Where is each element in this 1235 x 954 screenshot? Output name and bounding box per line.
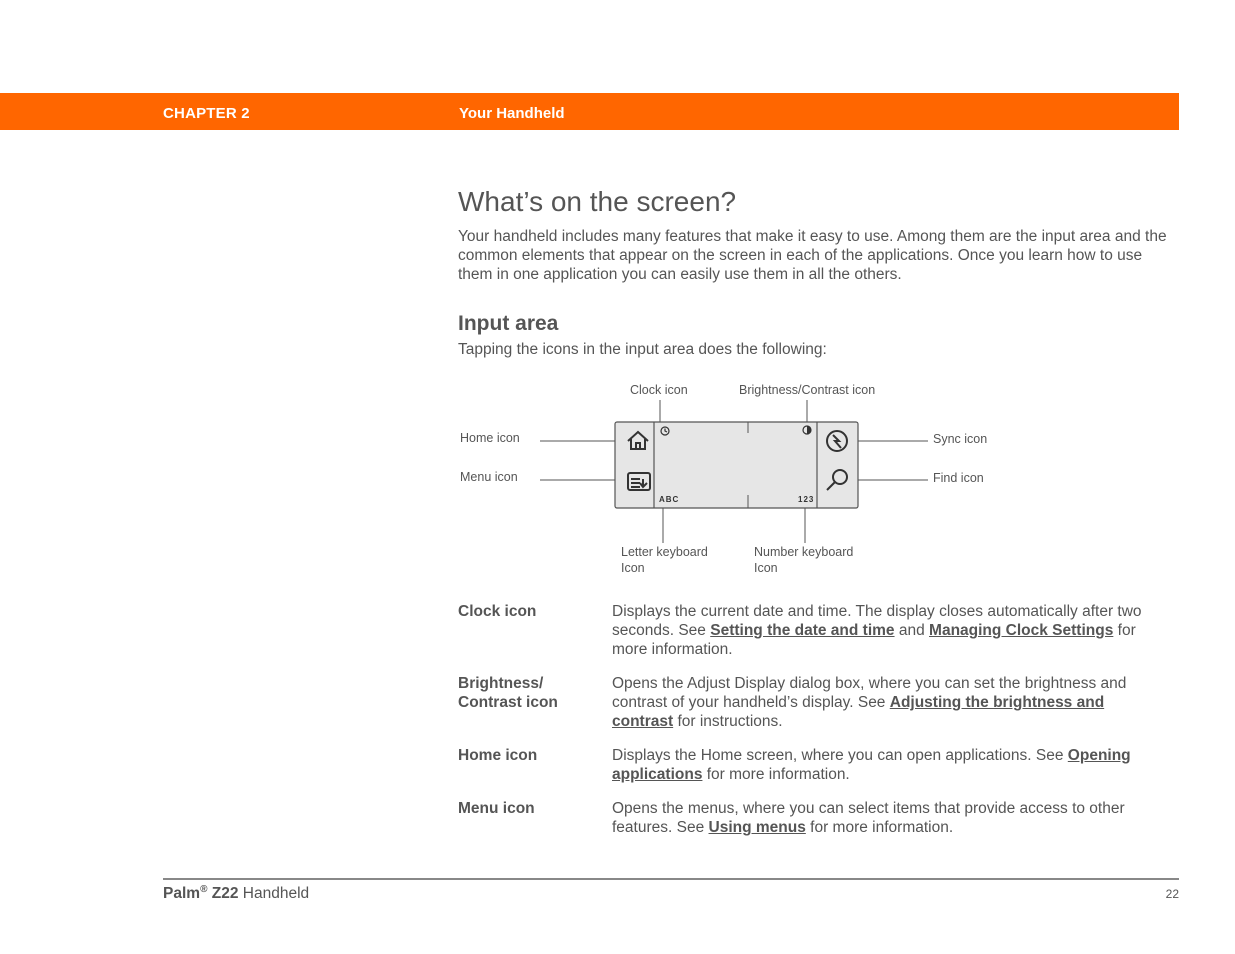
link-managing-clock-settings[interactable]: Managing Clock Settings bbox=[929, 622, 1114, 639]
link-opening-applications[interactable]: Opening applications bbox=[612, 747, 1131, 783]
definition-term: Home icon bbox=[458, 747, 538, 764]
number-keyboard-callout-label: Number keyboard bbox=[754, 545, 854, 559]
home-callout-label: Home icon bbox=[460, 431, 520, 445]
find-callout-label: Find icon bbox=[933, 471, 984, 485]
definition-desc: Opens the Adjust Display dialog box, where you can set the brightness and contrast of your handheld’s display. See Adjusting the brightness and contrast for instructions. bbox=[612, 675, 1127, 730]
input-area-heading: Input area bbox=[458, 312, 559, 335]
number-keyboard-icon: 123 bbox=[798, 495, 815, 504]
page-number: 22 bbox=[1165, 887, 1179, 901]
definition-term: Brightness/ Contrast icon bbox=[458, 675, 558, 711]
menu-callout-label: Menu icon bbox=[460, 470, 518, 484]
footer-product: Palm® Z22 Handheld bbox=[163, 884, 310, 903]
input-area-diagram bbox=[440, 375, 1010, 585]
link-setting-date-time[interactable]: Setting the date and time bbox=[710, 622, 895, 639]
definition-desc: Opens the menus, where you can select items that provide access to other features. See Using menus for more information. bbox=[612, 800, 1125, 836]
letter-keyboard-icon: ABC bbox=[659, 495, 680, 504]
input-area-panel bbox=[615, 422, 858, 508]
definition-desc: Displays the current date and time. The display closes automatically after two seconds. See Setting the date and time and Managing Clock Settings for more information. bbox=[612, 603, 1142, 658]
brightness-callout-label: Brightness/Contrast icon bbox=[739, 383, 876, 397]
chapter-header-bar bbox=[0, 93, 1179, 130]
clock-callout-label: Clock icon bbox=[630, 383, 688, 397]
letter-keyboard-callout-label: Letter keyboard bbox=[621, 545, 708, 559]
definition-desc: Displays the Home screen, where you can open applications. See Opening applications for more information. bbox=[612, 747, 1131, 783]
chapter-label: CHAPTER 2 bbox=[163, 105, 250, 122]
letter-keyboard-callout-label-2: Icon bbox=[621, 561, 645, 575]
link-adjusting-brightness[interactable]: Adjusting the brightness and contrast bbox=[612, 694, 1105, 730]
definition-term: Clock icon bbox=[458, 603, 537, 620]
page-title: What’s on the screen? bbox=[458, 186, 737, 217]
number-keyboard-callout-label-2: Icon bbox=[754, 561, 778, 575]
sync-callout-label: Sync icon bbox=[933, 432, 988, 446]
section-title: Your Handheld bbox=[459, 105, 565, 122]
input-area-subtext: Tapping the icons in the input area does the following: bbox=[458, 341, 827, 358]
footer-divider bbox=[163, 878, 1179, 880]
link-using-menus[interactable]: Using menus bbox=[708, 819, 806, 836]
intro-paragraph: Your handheld includes many features that make it easy to use. Among them are the input area and the common elements that appear on the screen in each of the applications. Once you learn how to use them in one application you can easily use them in all the others. bbox=[458, 228, 1167, 283]
definition-term: Menu icon bbox=[458, 800, 535, 817]
